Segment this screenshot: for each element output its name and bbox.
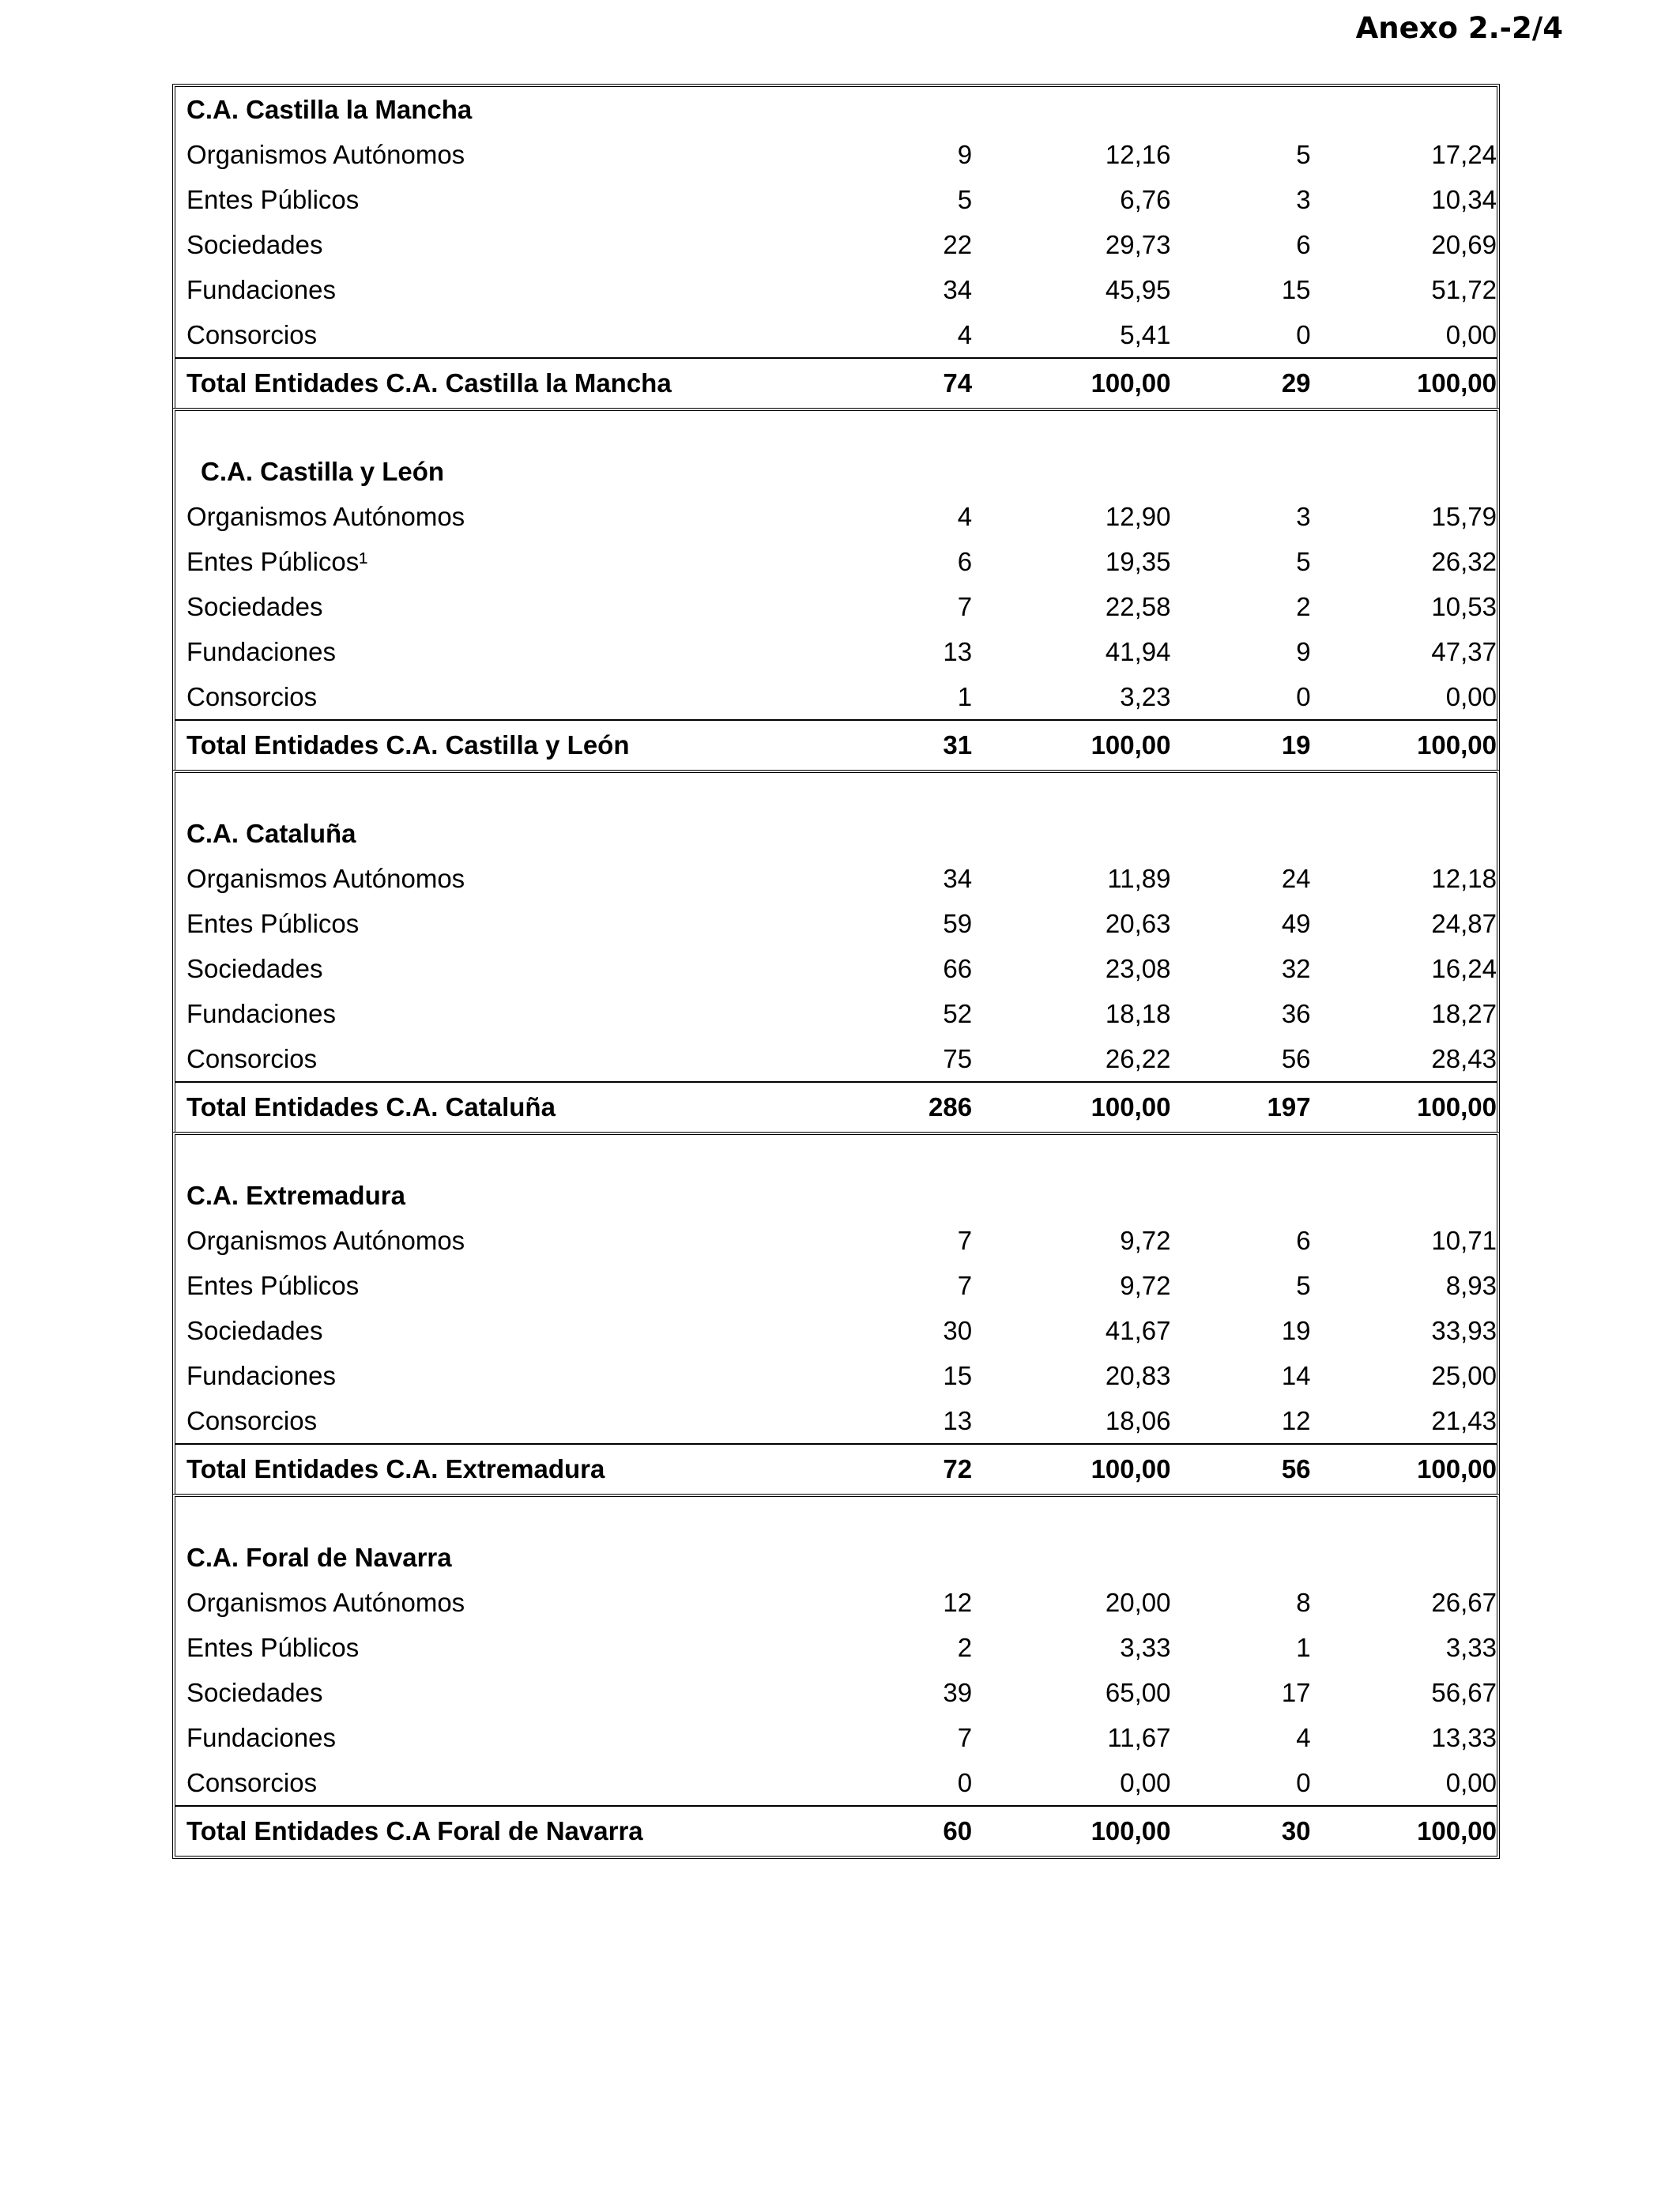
table-row [175, 1263, 1497, 1308]
count-cell: 12 [943, 1587, 973, 1617]
count-cell: 29 [1281, 368, 1311, 398]
row-label: Fundaciones [186, 1722, 336, 1752]
count-cell: 49 [1281, 908, 1311, 938]
percent-cell: 33,93 [1431, 1315, 1497, 1345]
count-cell: 0 [1296, 1767, 1311, 1797]
section-heading: C.A. Foral de Navarra [186, 1542, 452, 1572]
percent-cell: 100,00 [1090, 730, 1171, 760]
section-heading: C.A. Castilla la Mancha [186, 94, 473, 124]
percent-cell: 100,00 [1417, 1816, 1497, 1845]
section-spacer [175, 1135, 1497, 1173]
percent-cell: 19,35 [1105, 546, 1171, 576]
percent-cell: 3,33 [1445, 1632, 1497, 1662]
total-row [175, 1805, 1497, 1856]
entities-table [172, 84, 1500, 1859]
percent-cell: 24,87 [1431, 908, 1497, 938]
row-label: Total Entidades C.A. Castilla la Mancha [186, 368, 672, 398]
count-cell: 15 [1281, 274, 1311, 304]
percent-cell: 25,00 [1431, 1360, 1497, 1390]
count-cell: 1 [1296, 1632, 1311, 1662]
percent-cell: 3,33 [1120, 1632, 1171, 1662]
table-row [175, 222, 1497, 267]
percent-cell: 18,06 [1105, 1405, 1171, 1435]
table-row [175, 856, 1497, 901]
section-spacer [175, 773, 1497, 811]
count-cell: 13 [943, 636, 973, 666]
row-label: Fundaciones [186, 1360, 336, 1390]
count-cell: 13 [943, 1405, 973, 1435]
count-cell: 0 [957, 1767, 973, 1797]
percent-cell: 100,00 [1417, 730, 1497, 760]
table-row [175, 1760, 1497, 1805]
count-cell: 19 [1281, 730, 1311, 760]
section-heading-row [175, 1173, 1497, 1218]
count-cell: 56 [1281, 1454, 1311, 1483]
count-cell: 30 [1281, 1816, 1311, 1845]
row-label: Total Entidades C.A. Castilla y León [186, 730, 630, 760]
table-row [175, 1353, 1497, 1398]
count-cell: 30 [943, 1315, 973, 1345]
table-row [175, 1670, 1497, 1715]
count-cell: 5 [1296, 546, 1311, 576]
count-cell: 4 [957, 319, 973, 349]
percent-cell: 18,27 [1431, 998, 1497, 1028]
table-row [175, 1398, 1497, 1443]
count-cell: 19 [1281, 1315, 1311, 1345]
count-cell: 2 [957, 1632, 973, 1662]
percent-cell: 23,08 [1105, 953, 1171, 983]
count-cell: 22 [943, 229, 973, 259]
count-cell: 7 [957, 1270, 973, 1300]
percent-cell: 26,22 [1105, 1043, 1171, 1073]
row-label: Organismos Autónomos [186, 1225, 465, 1255]
percent-cell: 29,73 [1105, 229, 1171, 259]
percent-cell: 22,58 [1105, 591, 1171, 621]
percent-cell: 12,18 [1431, 863, 1497, 893]
total-row [175, 1443, 1497, 1494]
row-label: Consorcios [186, 319, 318, 349]
percent-cell: 15,79 [1431, 501, 1497, 531]
percent-cell: 100,00 [1090, 1816, 1171, 1845]
percent-cell: 51,72 [1431, 274, 1497, 304]
section-heading-row [175, 87, 1497, 132]
percent-cell: 16,24 [1431, 953, 1497, 983]
count-cell: 32 [1281, 953, 1311, 983]
count-cell: 74 [943, 368, 973, 398]
count-cell: 7 [957, 591, 973, 621]
row-label: Fundaciones [186, 274, 336, 304]
section-spacer [175, 411, 1497, 449]
percent-cell: 100,00 [1417, 1454, 1497, 1483]
percent-cell: 21,43 [1431, 1405, 1497, 1435]
count-cell: 66 [943, 953, 973, 983]
count-cell: 5 [1296, 139, 1311, 169]
table-row [175, 539, 1497, 584]
table-row [175, 494, 1497, 539]
section-spacer [175, 1497, 1497, 1535]
section-heading-row [175, 811, 1497, 856]
percent-cell: 41,67 [1105, 1315, 1171, 1345]
count-cell: 72 [943, 1454, 973, 1483]
percent-cell: 10,71 [1431, 1225, 1497, 1255]
percent-cell: 20,83 [1105, 1360, 1171, 1390]
count-cell: 5 [1296, 1270, 1311, 1300]
percent-cell: 0,00 [1445, 681, 1497, 711]
table-row [175, 1625, 1497, 1670]
count-cell: 2 [1296, 591, 1311, 621]
count-cell: 56 [1281, 1043, 1311, 1073]
row-label: Consorcios [186, 1767, 318, 1797]
count-cell: 5 [957, 184, 973, 214]
count-cell: 6 [957, 546, 973, 576]
row-label: Consorcios [186, 1405, 318, 1435]
percent-cell: 6,76 [1120, 184, 1171, 214]
count-cell: 3 [1296, 184, 1311, 214]
row-label: Total Entidades C.A. Extremadura [186, 1454, 605, 1483]
percent-cell: 100,00 [1090, 1092, 1171, 1122]
table-section [172, 408, 1500, 770]
count-cell: 24 [1281, 863, 1311, 893]
percent-cell: 11,67 [1107, 1722, 1171, 1752]
row-label: Fundaciones [186, 998, 336, 1028]
count-cell: 4 [1296, 1722, 1311, 1752]
count-cell: 36 [1281, 998, 1311, 1028]
percent-cell: 5,41 [1120, 319, 1171, 349]
table-row [175, 1580, 1497, 1625]
percent-cell: 47,37 [1431, 636, 1497, 666]
percent-cell: 9,72 [1120, 1225, 1171, 1255]
percent-cell: 41,94 [1105, 636, 1171, 666]
percent-cell: 65,00 [1105, 1677, 1171, 1707]
count-cell: 31 [943, 730, 973, 760]
section-heading: C.A. Cataluña [186, 818, 356, 848]
count-cell: 52 [943, 998, 973, 1028]
count-cell: 9 [957, 139, 973, 169]
row-label: Entes Públicos [186, 908, 360, 938]
percent-cell: 0,00 [1445, 319, 1497, 349]
total-row [175, 719, 1497, 770]
percent-cell: 12,90 [1105, 501, 1171, 531]
percent-cell: 0,00 [1120, 1767, 1171, 1797]
count-cell: 6 [1296, 1225, 1311, 1255]
count-cell: 0 [1296, 681, 1311, 711]
percent-cell: 100,00 [1417, 368, 1497, 398]
table-section [172, 770, 1500, 1132]
count-cell: 7 [957, 1225, 973, 1255]
count-cell: 286 [929, 1092, 973, 1122]
percent-cell: 9,72 [1120, 1270, 1171, 1300]
percent-cell: 12,16 [1105, 139, 1171, 169]
row-label: Sociedades [186, 1315, 323, 1345]
table-section [172, 84, 1500, 408]
percent-cell: 10,34 [1431, 184, 1497, 214]
table-row [175, 991, 1497, 1036]
table-row [175, 629, 1497, 674]
percent-cell: 13,33 [1431, 1722, 1497, 1752]
row-label: Sociedades [186, 591, 323, 621]
count-cell: 0 [1296, 319, 1311, 349]
section-heading-row [175, 449, 1497, 494]
row-label: Total Entidades C.A. Cataluña [186, 1092, 556, 1122]
row-label: Organismos Autónomos [186, 863, 465, 893]
row-label: Entes Públicos [186, 184, 360, 214]
percent-cell: 28,43 [1431, 1043, 1497, 1073]
percent-cell: 17,24 [1431, 139, 1497, 169]
count-cell: 197 [1267, 1092, 1311, 1122]
table-row [175, 674, 1497, 719]
count-cell: 15 [943, 1360, 973, 1390]
total-row [175, 1081, 1497, 1132]
annex-title: Anexo 2.-2/4 [1355, 11, 1563, 45]
row-label: Total Entidades C.A Foral de Navarra [186, 1816, 643, 1845]
percent-cell: 0,00 [1445, 1767, 1497, 1797]
percent-cell: 18,18 [1105, 998, 1171, 1028]
count-cell: 75 [943, 1043, 973, 1073]
percent-cell: 100,00 [1417, 1092, 1497, 1122]
table-row [175, 1715, 1497, 1760]
row-label: Organismos Autónomos [186, 139, 465, 169]
percent-cell: 3,23 [1120, 681, 1171, 711]
row-label: Consorcios [186, 681, 318, 711]
table-row [175, 312, 1497, 357]
count-cell: 1 [957, 681, 973, 711]
count-cell: 6 [1296, 229, 1311, 259]
count-cell: 4 [957, 501, 973, 531]
table-row [175, 1308, 1497, 1353]
count-cell: 8 [1296, 1587, 1311, 1617]
table-section [172, 1132, 1500, 1494]
table-row [175, 946, 1497, 991]
count-cell: 7 [957, 1722, 973, 1752]
row-label: Entes Públicos¹ [186, 546, 368, 576]
count-cell: 39 [943, 1677, 973, 1707]
percent-cell: 8,93 [1445, 1270, 1497, 1300]
row-label: Organismos Autónomos [186, 501, 465, 531]
percent-cell: 100,00 [1090, 1454, 1171, 1483]
row-label: Fundaciones [186, 636, 336, 666]
section-heading: C.A. Castilla y León [201, 456, 445, 486]
percent-cell: 11,89 [1107, 863, 1171, 893]
table-row [175, 1218, 1497, 1263]
section-heading-row [175, 1535, 1497, 1580]
table-row [175, 901, 1497, 946]
row-label: Entes Públicos [186, 1632, 360, 1662]
count-cell: 3 [1296, 501, 1311, 531]
table-row [175, 1036, 1497, 1081]
row-label: Consorcios [186, 1043, 318, 1073]
row-label: Entes Públicos [186, 1270, 360, 1300]
percent-cell: 20,00 [1105, 1587, 1171, 1617]
row-label: Sociedades [186, 953, 323, 983]
row-label: Organismos Autónomos [186, 1587, 465, 1617]
total-row [175, 357, 1497, 408]
percent-cell: 45,95 [1105, 274, 1171, 304]
count-cell: 59 [943, 908, 973, 938]
count-cell: 9 [1296, 636, 1311, 666]
percent-cell: 20,69 [1431, 229, 1497, 259]
percent-cell: 20,63 [1105, 908, 1171, 938]
count-cell: 34 [943, 863, 973, 893]
count-cell: 17 [1281, 1677, 1311, 1707]
table-section [172, 1494, 1500, 1859]
percent-cell: 26,67 [1431, 1587, 1497, 1617]
table-row [175, 132, 1497, 177]
percent-cell: 26,32 [1431, 546, 1497, 576]
table-row [175, 267, 1497, 312]
percent-cell: 56,67 [1431, 1677, 1497, 1707]
count-cell: 14 [1281, 1360, 1311, 1390]
table-row [175, 177, 1497, 222]
section-heading: C.A. Extremadura [186, 1180, 405, 1210]
count-cell: 12 [1281, 1405, 1311, 1435]
row-label: Sociedades [186, 229, 323, 259]
percent-cell: 100,00 [1090, 368, 1171, 398]
percent-cell: 10,53 [1431, 591, 1497, 621]
count-cell: 60 [943, 1816, 973, 1845]
table-row [175, 584, 1497, 629]
row-label: Sociedades [186, 1677, 323, 1707]
count-cell: 34 [943, 274, 973, 304]
